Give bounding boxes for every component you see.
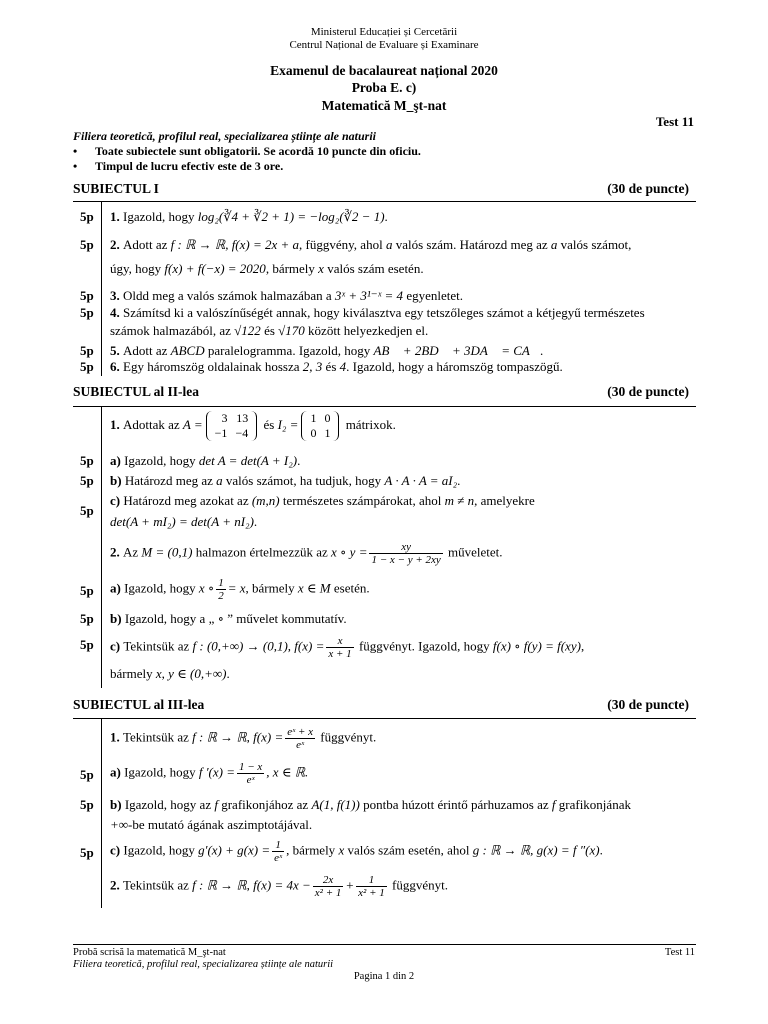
points-cell: 5p — [80, 583, 94, 598]
section-1-points: (30 de puncte) — [607, 181, 689, 196]
s2-a2 — [110, 577, 710, 602]
math-expr: (m,n) — [251, 493, 280, 508]
s2-a — [110, 453, 710, 469]
fraction — [216, 577, 226, 602]
q-text: , bármely — [265, 261, 319, 276]
math-expr: m ≠ n — [444, 493, 475, 508]
q-text: , bármely — [286, 842, 339, 858]
s2-c2 — [110, 635, 710, 660]
points-column-line — [101, 718, 102, 908]
points-cell: 5p — [80, 611, 94, 626]
points-cell: 5p — [80, 237, 94, 252]
math-expr: A(1, f(1)) — [311, 797, 360, 812]
matrix-cell: 3 — [221, 411, 228, 425]
q-label: c) — [110, 842, 124, 858]
math-expr: det(A + mI₂) = det(A + nI₂) — [110, 514, 254, 529]
q-text: , — [580, 638, 585, 654]
points-cell: 5p — [80, 359, 94, 374]
math-expr: f(x) ∘ f(y) = f(xy) — [492, 638, 581, 654]
math-expr: log₂(∛4 + ∛2 + 1) = −log₂(∛2 − 1) — [197, 209, 385, 224]
fraction — [237, 761, 264, 786]
matrix-cell: −4 — [235, 426, 249, 440]
matrix-a — [206, 411, 258, 441]
math-expr: f : ℝ → ℝ, f(x) = 2x + a — [170, 237, 300, 252]
frac-num: 2x — [313, 874, 344, 887]
q-text: és — [260, 323, 279, 338]
footer-divider — [73, 944, 696, 945]
footer-test: Test 11 — [664, 947, 695, 958]
q-text: . — [253, 514, 258, 529]
divider — [73, 201, 696, 202]
math-expr: ABCD — [170, 343, 205, 358]
q-text: , függvény, ahol — [299, 237, 386, 252]
q-text: Igazold, hogy — [124, 764, 199, 780]
fraction — [326, 635, 353, 660]
q-text: . — [226, 666, 230, 681]
s1-q6 — [110, 359, 710, 375]
math-expr: f : (0,+∞) → (0,1), f(x) = — [192, 638, 325, 654]
math-expr: 2, 3 — [302, 359, 323, 374]
q-text: -be mutató ágának aszimptotájával. — [128, 817, 313, 832]
math-expr: √170 — [278, 323, 305, 338]
q-text: függvényt. Igazold, hogy — [355, 638, 493, 654]
q-number: 1. — [110, 416, 123, 432]
points-cell: 5p — [80, 845, 94, 860]
frac-num: xy — [369, 541, 442, 554]
q-label: b) — [110, 611, 125, 626]
matrix-cell: 13 — [236, 411, 249, 425]
q-label: a) — [110, 764, 125, 780]
q-text: Határozd meg azokat az — [123, 493, 252, 508]
math-expr: a — [550, 237, 558, 252]
math-expr: +∞ — [110, 817, 129, 832]
ministry-name: Ministerul Educației și Cercetării — [310, 26, 458, 38]
math-expr: 4 — [339, 359, 347, 374]
q-text: bármely — [110, 666, 156, 681]
q-text: . — [539, 343, 544, 358]
points-cell: 5p — [80, 209, 94, 224]
q-text: valós számot, ha tudjuk, hogy — [222, 473, 385, 488]
q-text: . — [457, 473, 461, 488]
q-text: pontba húzott érintő párhuzamos az — [359, 797, 552, 812]
q-number: 5. — [110, 343, 123, 358]
q-text: Igazold, hogy a „ ∘ ” művelet kommutatív. — [124, 611, 347, 626]
math-expr: f — [214, 797, 218, 812]
q-text: mátrixok. — [342, 416, 396, 432]
exam-title: Examenul de bacalaureat național 2020 — [270, 63, 498, 78]
section-2-points: (30 de puncte) — [607, 384, 689, 399]
q-text: Tekintsük az — [123, 729, 193, 745]
q-number: 2. — [110, 544, 123, 560]
q-text: Oldd meg a valós számok halmazában a — [123, 288, 335, 303]
frac-den: eˣ — [274, 852, 283, 864]
q-text: és — [322, 359, 340, 374]
s1-q2 — [110, 237, 710, 253]
q-number: 2. — [110, 877, 123, 893]
matrix-identity — [301, 411, 339, 441]
q-text: grafikonjának — [555, 797, 631, 812]
q-text: Igazold, hogy az — [124, 797, 215, 812]
frac-den: eˣ — [296, 739, 305, 751]
fraction — [356, 874, 387, 899]
page-number: Pagina 1 din 2 — [353, 971, 415, 982]
q-text: függvényt. — [388, 877, 448, 893]
points-cell: 5p — [80, 288, 94, 303]
frac-num: eˣ + x — [287, 726, 314, 738]
q-text: Igazold, hogy — [124, 580, 199, 596]
q-text: paralelogramma. Igazold, hogy — [204, 343, 374, 358]
s3-a — [110, 761, 710, 786]
points-cell: 5p — [80, 305, 94, 320]
q-text: Igazold, hogy — [123, 209, 198, 224]
test-number: Test 11 — [655, 114, 694, 129]
points-cell: 5p — [80, 767, 94, 782]
section-3-points: (30 de puncte) — [607, 697, 689, 712]
points-cell: 5p — [80, 797, 94, 812]
proba-title: Proba E. c) — [351, 80, 417, 95]
q-number: 1. — [110, 209, 123, 224]
math-expr: g′(x) + g(x) = — [198, 842, 271, 858]
center-name: Centrul Național de Evaluare și Examinare — [289, 39, 479, 51]
math-expr: f(x) + f(−x) = 2020 — [164, 261, 266, 276]
s1-q5 — [110, 343, 710, 359]
rule-bullet-2: • Timpul de lucru efectiv este de 3 ore. — [73, 159, 284, 173]
matrix-cell: 1 — [324, 426, 331, 440]
s1-q1 — [110, 209, 710, 225]
s1-q4 — [110, 305, 710, 321]
s2-c2-line2 — [110, 666, 710, 682]
math-expr: A · A · A = aI₂ — [384, 473, 458, 488]
q-text: valós szám esetén. — [323, 261, 424, 276]
q-text: természetes számpárokat, ahol — [279, 493, 445, 508]
points-cell: 5p — [80, 473, 94, 488]
q-text: műveletet. — [444, 544, 503, 560]
q-text: . Igazold, hogy a háromszög tompaszögű. — [346, 359, 563, 374]
math-expr: M = (0,1) — [141, 544, 193, 560]
q-text: Adott az — [123, 343, 171, 358]
rule-bullet-1: • Toate subiectele sunt obligatorii. Se acordă 10 puncte din oficiu. — [73, 144, 421, 158]
s2-b — [110, 473, 710, 489]
q-text: Határozd meg az — [124, 473, 217, 488]
q-text: Adott az — [123, 237, 171, 252]
math-expr: = x — [227, 580, 246, 596]
q-text: halmazon értelmezzük az — [192, 544, 332, 560]
q-label: c) — [110, 493, 124, 508]
q-text: Igazold, hogy — [123, 842, 199, 858]
q-text: Tekintsük az — [123, 877, 193, 893]
s1-q3 — [110, 288, 710, 304]
fraction — [285, 726, 315, 751]
frac-den: eˣ — [246, 774, 255, 786]
math-expr: f — [551, 797, 556, 812]
s2-c-line2 — [110, 514, 710, 530]
q-text: függvényt. — [317, 729, 377, 745]
math-expr: + — [345, 877, 355, 893]
q-text: valós szám esetén, ahol — [344, 842, 473, 858]
q-number: 1. — [110, 729, 123, 745]
matrix-cell: 0 — [324, 411, 331, 425]
section-2-title: SUBIECTUL al II-lea — [73, 384, 200, 399]
s3-b — [110, 797, 710, 813]
points-cell: 5p — [80, 453, 94, 468]
s1-q4-line2 — [110, 323, 710, 339]
math-expr: 3ˣ + 3¹⁻ˣ = 4 — [334, 288, 404, 303]
s2-b2 — [110, 611, 710, 627]
points-cell: 5p — [80, 343, 94, 358]
q-number: 3. — [110, 288, 123, 303]
math-expr: det A = det(A + I₂) — [198, 453, 298, 468]
q-text: . — [599, 842, 603, 858]
frac-den: 2 — [218, 590, 224, 602]
q-text: Tekintsük az — [123, 638, 193, 654]
q-text: esetén. — [330, 580, 370, 596]
points-cell: 5p — [80, 503, 94, 518]
rule-text-1: Toate subiectele sunt obligatorii. Se acordă 10 puncte din oficiu. — [95, 144, 421, 158]
math-expr: x, y ∈ (0,+∞) — [155, 666, 227, 681]
q-text: Számítsd ki a valószínűségét annak, hogy kiválasztva egy tetszőleges számot a kétjegyű természetes — [123, 305, 645, 320]
divider — [73, 406, 696, 407]
frac-den: 1 − x − y + 2xy — [371, 554, 441, 566]
frac-num: 1 — [272, 839, 284, 852]
frac-num: 1 — [218, 577, 224, 589]
fraction — [369, 541, 442, 566]
q-text: . — [384, 209, 388, 224]
section-3-heading — [73, 697, 689, 713]
math-expr: f : ℝ → ℝ, f(x) = — [192, 729, 284, 745]
math-expr: x — [318, 261, 324, 276]
q-text: Igazold, hogy — [124, 453, 199, 468]
q-label: a) — [110, 453, 125, 468]
frac-den: x² + 1 — [314, 887, 342, 899]
points-cell: 5p — [80, 637, 94, 652]
frac-den: x + 1 — [328, 648, 352, 660]
q-label: b) — [110, 797, 125, 812]
math-expr: a — [385, 237, 393, 252]
math-expr: x ∘ — [198, 580, 215, 596]
math-expr: a — [216, 473, 223, 488]
divider — [73, 718, 696, 719]
points-column-line — [101, 201, 102, 376]
s2-p2 — [110, 541, 710, 566]
section-2-heading — [73, 384, 689, 400]
section-1-title: SUBIECTUL I — [73, 181, 159, 196]
math-expr: AB⃗ + 2BD⃗ + 3DA⃗ = CA⃗ — [373, 343, 540, 358]
q-text: . — [297, 453, 301, 468]
q-label: a) — [110, 580, 125, 596]
q-number: 4. — [110, 305, 123, 320]
q-number: 6. — [110, 359, 123, 374]
math-expr: f ′(x) = — [198, 764, 235, 780]
filiera-line: Filiera teoretică, profilul real, specializarea științe ale naturii — [73, 129, 376, 143]
q-text: , amelyekre — [474, 493, 535, 508]
section-3-title: SUBIECTUL al III-lea — [73, 697, 205, 712]
frac-num: 1 − x — [238, 761, 263, 773]
q-text: Az — [123, 544, 142, 560]
s2-c — [110, 493, 710, 509]
q-number: 2. — [110, 237, 123, 252]
math-expr: A = — [182, 416, 203, 432]
footer-subject: Probă scrisă la matematică M_şt-nat — [73, 947, 226, 958]
frac-num: x — [326, 635, 353, 648]
points-column-line — [101, 406, 102, 688]
q-text: grafikonjához az — [217, 797, 312, 812]
frac-num: 1 — [356, 874, 387, 887]
q-text: úgy, hogy — [110, 261, 165, 276]
math-expr: x ∈ M — [297, 580, 331, 596]
matrix-cell: 1 — [310, 411, 317, 425]
fraction — [272, 839, 284, 864]
fraction — [313, 874, 344, 899]
s1-q2-line2 — [110, 261, 710, 277]
math-expr: , x ∈ ℝ. — [266, 764, 309, 780]
math-expr: √122 — [234, 323, 261, 338]
s3-b-line2 — [110, 817, 710, 833]
s3-c — [110, 839, 710, 864]
q-text: Adottak az — [123, 416, 183, 432]
math-expr: f : ℝ → ℝ, f(x) = 4x − — [192, 877, 311, 893]
s2-p1 — [110, 411, 710, 441]
s3-p1 — [110, 726, 710, 751]
s3-p2 — [110, 874, 710, 899]
subject-title: Matematică M_şt-nat — [321, 98, 447, 113]
q-label: c) — [110, 638, 124, 654]
q-text: valós szám. Határozd meg az — [392, 237, 551, 252]
math-expr: g : ℝ → ℝ, g(x) = f ″(x) — [472, 842, 600, 858]
q-text: , bármely — [245, 580, 298, 596]
q-text: között helyezkedjen el. — [304, 323, 429, 338]
footer-filiera: Filiera teoretică, profilul real, specializarea științe ale naturii — [73, 959, 334, 970]
frac-den: x² + 1 — [358, 887, 385, 899]
matrix-cell: −1 — [214, 426, 228, 440]
math-expr: x — [338, 842, 345, 858]
q-text: számok halmazából, az — [110, 323, 235, 338]
q-text: és — [260, 416, 278, 432]
math-expr: x ∘ y = — [331, 544, 368, 560]
rule-text-2: Timpul de lucru efectiv este de 3 ore. — [95, 159, 284, 173]
q-text: egyenletet. — [403, 288, 463, 303]
section-1-heading — [73, 181, 689, 197]
q-label: b) — [110, 473, 125, 488]
math-expr: I₂ = — [277, 416, 299, 432]
matrix-cell: 0 — [310, 426, 317, 440]
q-text: Egy háromszög oldalainak hossza — [123, 359, 303, 374]
q-text: valós számot, — [557, 237, 632, 252]
